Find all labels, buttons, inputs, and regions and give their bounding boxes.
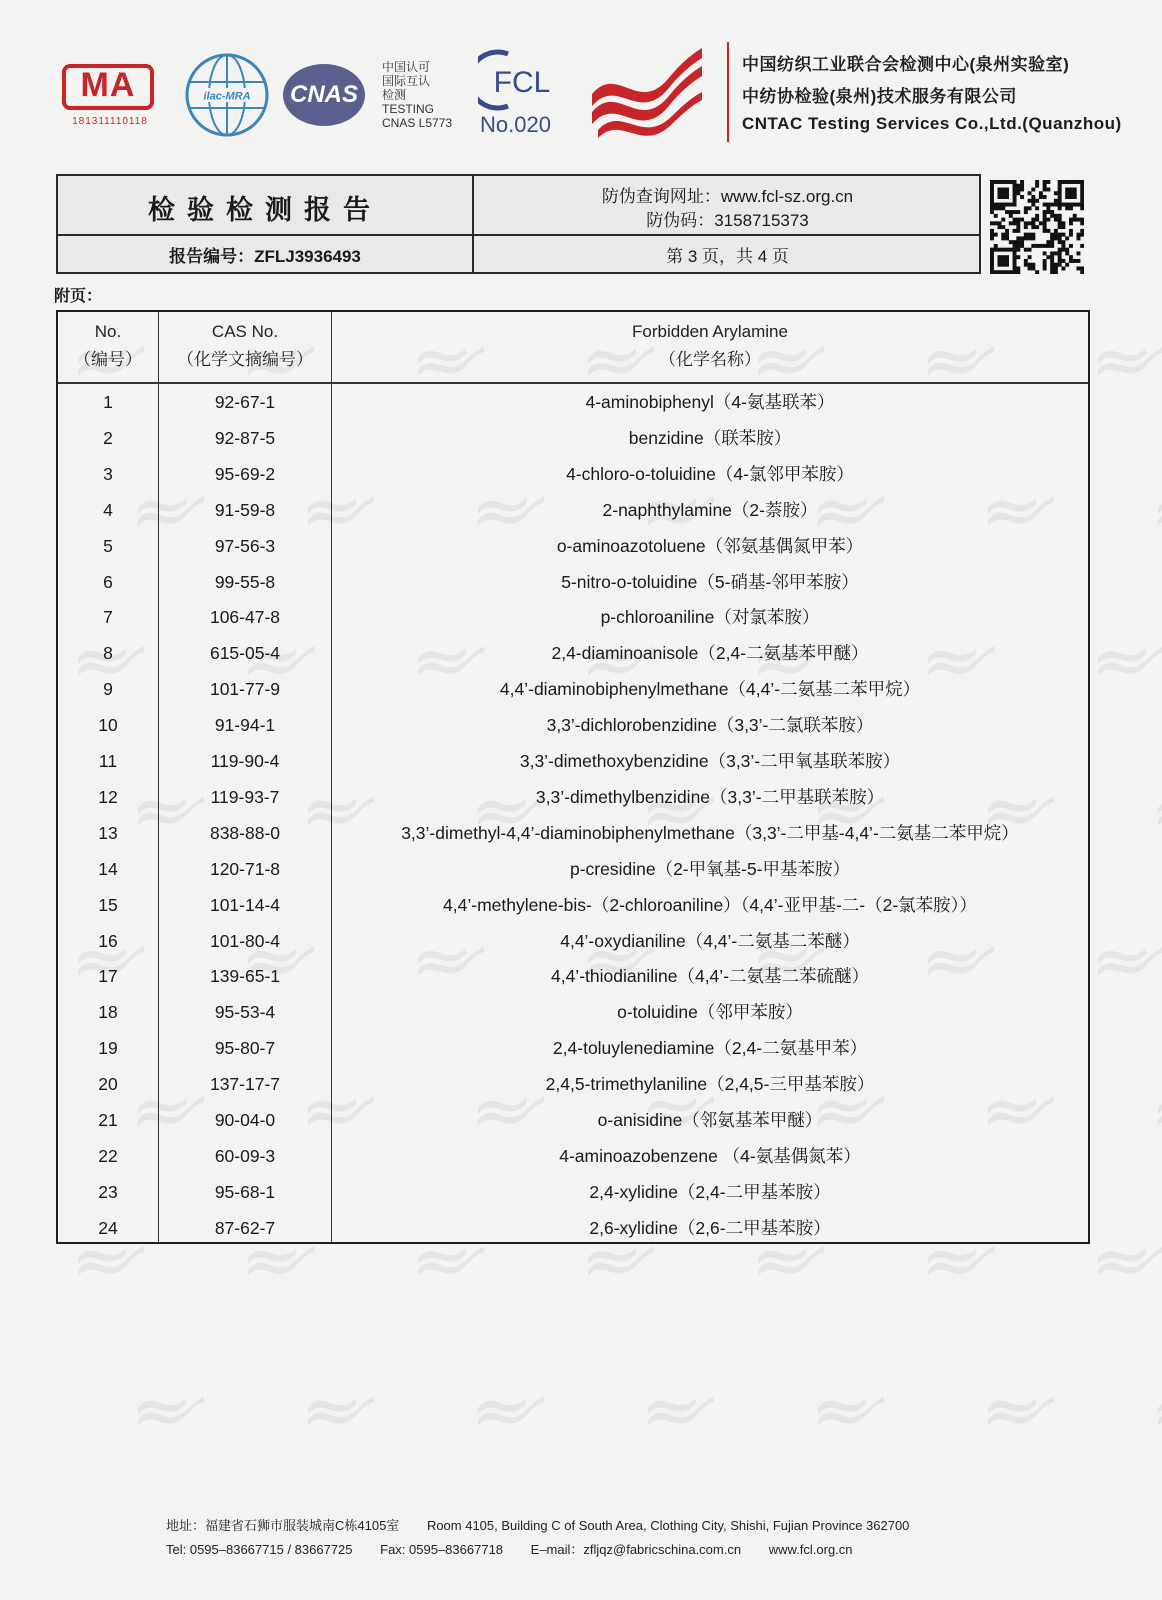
- table-row: [58, 958, 1088, 994]
- row-number: 14: [98, 858, 118, 879]
- row-number: 24: [98, 1217, 118, 1238]
- footer-address-en: Room 4105, Building C of South Area, Clothing City, Shishi, Fujian Province 362700: [426, 1518, 910, 1533]
- cnas-caption-line: 国际互认: [382, 74, 431, 88]
- fcl-logo-number: No.020: [480, 112, 551, 137]
- arylamine-table: [56, 310, 1090, 1244]
- row-cas-number: 838-88-0: [209, 822, 281, 843]
- row-cas-number: 119-93-7: [210, 786, 280, 807]
- row-chemical-name: 3,3’-dimethoxybenzidine（3,3’-二甲氧基联苯胺）: [519, 751, 901, 771]
- header-cas-en: CAS No.: [211, 322, 279, 341]
- table-row: [58, 599, 1088, 635]
- header-no-cn: （编号）: [74, 350, 142, 369]
- footer-web: www.fcl.org.cn: [768, 1542, 853, 1557]
- table-row: [58, 743, 1088, 779]
- row-cas-number: 139-65-1: [209, 966, 281, 987]
- appendix-label: 附页：: [54, 288, 103, 305]
- row-chemical-name: 4,4’-methylene-bis-（2-chloroaniline）（4,4’-亚甲基-二-（2-氯苯胺））: [443, 894, 977, 915]
- row-cas-number: 615-05-4: [209, 643, 281, 664]
- table-row: [58, 384, 1088, 420]
- table-row: [58, 707, 1088, 743]
- footer-email: E–mail：zfljqz@fabricschina.com.cn: [530, 1542, 742, 1557]
- table-row: [58, 1210, 1088, 1246]
- table-row: [58, 528, 1088, 564]
- cntac-wave-logo: [588, 42, 706, 142]
- row-chemical-name: 4,4’-thiodianiline（4,4’-二氨基二苯硫醚）: [550, 966, 870, 987]
- row-number: 19: [98, 1038, 118, 1059]
- row-chemical-name: 2,6-xylidine（2,6-二甲基苯胺）: [589, 1217, 831, 1238]
- table-row: [58, 779, 1088, 815]
- org-name-cn-2: 中纺协检验(泉州)技术服务有限公司: [742, 87, 1017, 106]
- table-row: [58, 1138, 1088, 1174]
- watermark-wave-icon: [986, 1390, 1056, 1430]
- row-cas-number: 106-47-8: [209, 607, 281, 628]
- table-row: [58, 923, 1088, 959]
- header-no: [58, 318, 158, 374]
- watermark-wave-icon: [1156, 790, 1162, 830]
- ilac-mra-logo: [184, 52, 270, 138]
- row-chemical-name: 4,4’-oxydianiline（4,4’-二氨基二苯醚）: [560, 930, 860, 951]
- row-number: 7: [103, 607, 113, 628]
- watermark-wave-icon: [1096, 1240, 1162, 1280]
- cnas-caption-line: 中国认可: [382, 60, 431, 74]
- row-number: 16: [98, 930, 118, 951]
- table-row: [58, 1066, 1088, 1102]
- watermark-wave-icon: [136, 1390, 206, 1430]
- table-row: [58, 1174, 1088, 1210]
- header-name-cn: （化学名称）: [659, 350, 761, 369]
- row-chemical-name: 4-aminoazobenzene （4-氨基偶氮苯）: [559, 1145, 861, 1166]
- table-row: [58, 492, 1088, 528]
- cma-logo: [60, 58, 160, 130]
- row-chemical-name: 4-aminobiphenyl（4-氨基联苯）: [585, 392, 835, 412]
- cma-logo-number: 181311110118: [72, 116, 148, 127]
- cnas-caption: [382, 60, 452, 130]
- row-chemical-name: o-anisidine（邻氨基苯甲醚）: [597, 1110, 823, 1130]
- table-row: [58, 815, 1088, 851]
- table-row: [58, 420, 1088, 456]
- header-divider: [727, 42, 729, 142]
- table-row: [58, 1030, 1088, 1066]
- row-chemical-name: 4-chloro-o-toluidine（4-氯邻甲苯胺）: [566, 463, 854, 484]
- row-number: 5: [103, 535, 113, 556]
- row-chemical-name: 3,3’-dimethylbenzidine（3,3’-二甲基联苯胺）: [535, 786, 885, 807]
- row-number: 10: [98, 715, 118, 736]
- row-chemical-name: 3,3’-dichlorobenzidine（3,3’-二氯联苯胺）: [546, 715, 874, 736]
- row-number: 23: [98, 1181, 118, 1202]
- header-name-en: Forbidden Arylamine: [632, 322, 788, 341]
- watermark-wave-icon: [1156, 1090, 1162, 1130]
- row-cas-number: 101-14-4: [209, 894, 281, 915]
- table-row: [58, 994, 1088, 1030]
- row-number: 3: [103, 463, 113, 484]
- row-cas-number: 101-80-4: [209, 930, 281, 951]
- row-chemical-name: 2,4-xylidine（2,4-二甲基苯胺）: [589, 1181, 831, 1202]
- row-chemical-name: 3,3’-dimethyl-4,4’-diaminobiphenylmethane（3,3’-二甲基-4,4’-二氨基二苯甲烷）: [401, 822, 1019, 843]
- row-number: 17: [98, 966, 118, 987]
- row-number: 21: [98, 1110, 118, 1130]
- footer-address: [166, 1515, 909, 1534]
- table-row: [58, 1102, 1088, 1138]
- row-chemical-name: 2,4-toluylenediamine（2,4-二氨基甲苯）: [552, 1038, 868, 1059]
- fcl-mark-icon: [478, 48, 564, 112]
- row-number: 20: [98, 1074, 118, 1095]
- footer-tel: Tel: 0595–83667715 / 83667725: [166, 1542, 353, 1557]
- watermark-wave-icon: [586, 1240, 656, 1280]
- cnas-logo: [283, 64, 365, 126]
- watermark-wave-icon: [1156, 1390, 1162, 1430]
- row-chemical-name: 5-nitro-o-toluidine（5-硝基-邻甲苯胺）: [561, 571, 859, 592]
- page-info: 第 3 页，共 4 页: [666, 247, 789, 266]
- row-cas-number: 95-53-4: [214, 1002, 276, 1023]
- row-cas-number: 91-59-8: [214, 499, 276, 520]
- row-chemical-name: p-chloroaniline（对氯苯胺）: [600, 607, 820, 628]
- svg-text:ilac-MRA: ilac-MRA: [203, 90, 251, 103]
- cma-logo-text: MA: [80, 66, 136, 104]
- footer-address-cn: 地址：福建省石狮市服装城南C栋4105室: [166, 1518, 400, 1533]
- watermark-wave-icon: [756, 1240, 826, 1280]
- cnas-caption-line: 检测: [382, 88, 407, 102]
- watermark-wave-icon: [76, 1240, 146, 1280]
- row-cas-number: 60-09-3: [214, 1145, 276, 1166]
- row-chemical-name: 2,4-diaminoanisole（2,4-二氨基苯甲醚）: [551, 643, 869, 664]
- row-number: 8: [103, 643, 113, 664]
- row-cas-number: 95-80-7: [214, 1038, 276, 1059]
- qr-code-icon: [990, 180, 1084, 274]
- cnas-logo-text: CNAS: [289, 81, 358, 108]
- watermark-wave-icon: [1096, 640, 1162, 680]
- verify-code: 防伪码：3158715373: [646, 211, 809, 230]
- report-title: 检验检测报告: [148, 195, 382, 225]
- row-cas-number: 95-68-1: [214, 1181, 276, 1202]
- watermark-wave-icon: [306, 1390, 376, 1430]
- row-number: 18: [98, 1002, 118, 1023]
- row-cas-number: 97-56-3: [214, 535, 276, 556]
- watermark-wave-icon: [1096, 340, 1162, 380]
- qr-code: [990, 180, 1084, 274]
- footer-contact: [166, 1539, 853, 1558]
- row-cas-number: 119-90-4: [210, 751, 280, 771]
- wave-stripes-icon: [588, 42, 706, 142]
- row-number: 1: [103, 392, 113, 412]
- watermark-wave-icon: [646, 1390, 716, 1430]
- ilac-globe-icon: [184, 52, 270, 138]
- footer-fax: Fax: 0595–83667718: [380, 1542, 504, 1557]
- row-chemical-name: 4,4’-diaminobiphenylmethane（4,4’-二氨基二苯甲烷）: [499, 679, 921, 700]
- table-row: [58, 671, 1088, 707]
- row-cas-number: 137-17-7: [209, 1074, 281, 1095]
- row-cas-number: 87-62-7: [214, 1217, 276, 1238]
- watermark-wave-icon: [246, 1240, 316, 1280]
- row-cas-number: 99-55-8: [214, 571, 276, 592]
- header-name: [332, 318, 1088, 374]
- row-cas-number: 90-04-0: [214, 1110, 276, 1130]
- header-no-en: No.: [94, 322, 122, 341]
- org-name-en: CNTAC Testing Services Co.,Ltd.(Quanzhou): [742, 114, 1122, 133]
- watermark-wave-icon: [816, 1390, 886, 1430]
- row-chemical-name: o-toluidine（邻甲苯胺）: [617, 1002, 803, 1023]
- row-number: 22: [98, 1145, 118, 1166]
- org-name-cn-1: 中国纺织工业联合会检测中心(泉州实验室): [742, 55, 1070, 74]
- table-row: [58, 887, 1088, 923]
- row-cas-number: 92-87-5: [214, 427, 276, 448]
- cnas-caption-line: TESTING: [382, 102, 435, 116]
- row-number: 9: [103, 679, 113, 700]
- row-chemical-name: o-aminoazotoluene（邻氨基偶氮甲苯）: [556, 535, 864, 556]
- watermark-wave-icon: [416, 1240, 486, 1280]
- row-number: 12: [98, 786, 118, 807]
- watermark-wave-icon: [1156, 490, 1162, 530]
- row-chemical-name: 2-naphthylamine（2-萘胺）: [602, 499, 818, 520]
- row-chemical-name: 2,4,5-trimethylaniline（2,4,5-三甲基苯胺）: [545, 1074, 875, 1095]
- header-cas-cn: （化学文摘编号）: [177, 350, 313, 369]
- table-row: [58, 635, 1088, 671]
- row-cas-number: 92-67-1: [214, 392, 276, 412]
- watermark-wave-icon: [476, 1390, 546, 1430]
- header-box-divider: [58, 234, 979, 236]
- fcl-logo: [478, 48, 564, 140]
- watermark-wave-icon: [926, 1240, 996, 1280]
- cnas-caption-line: CNAS L5773: [382, 116, 453, 130]
- row-cas-number: 120-71-8: [209, 858, 281, 879]
- row-chemical-name: benzidine（联苯胺）: [628, 427, 792, 448]
- row-number: 2: [103, 427, 113, 448]
- report-header-box: [56, 174, 981, 274]
- header-cas: [159, 318, 331, 374]
- table-row: [58, 456, 1088, 492]
- row-number: 13: [98, 822, 118, 843]
- row-number: 15: [98, 894, 118, 915]
- row-number: 11: [98, 751, 118, 771]
- table-row: [58, 564, 1088, 600]
- row-number: 6: [103, 571, 113, 592]
- row-cas-number: 101-77-9: [209, 679, 281, 700]
- row-number: 4: [103, 499, 113, 520]
- row-cas-number: 91-94-1: [214, 715, 276, 736]
- watermark-wave-icon: [1096, 940, 1162, 980]
- table-row: [58, 851, 1088, 887]
- row-chemical-name: p-cresidine（2-甲氧基-5-甲基苯胺）: [569, 858, 851, 879]
- svg-text:FCL: FCL: [493, 66, 551, 99]
- verify-url: 防伪查询网址：www.fcl-sz.org.cn: [601, 187, 854, 206]
- row-cas-number: 95-69-2: [214, 463, 276, 484]
- report-number: 报告编号：ZFLJ3936493: [169, 247, 361, 266]
